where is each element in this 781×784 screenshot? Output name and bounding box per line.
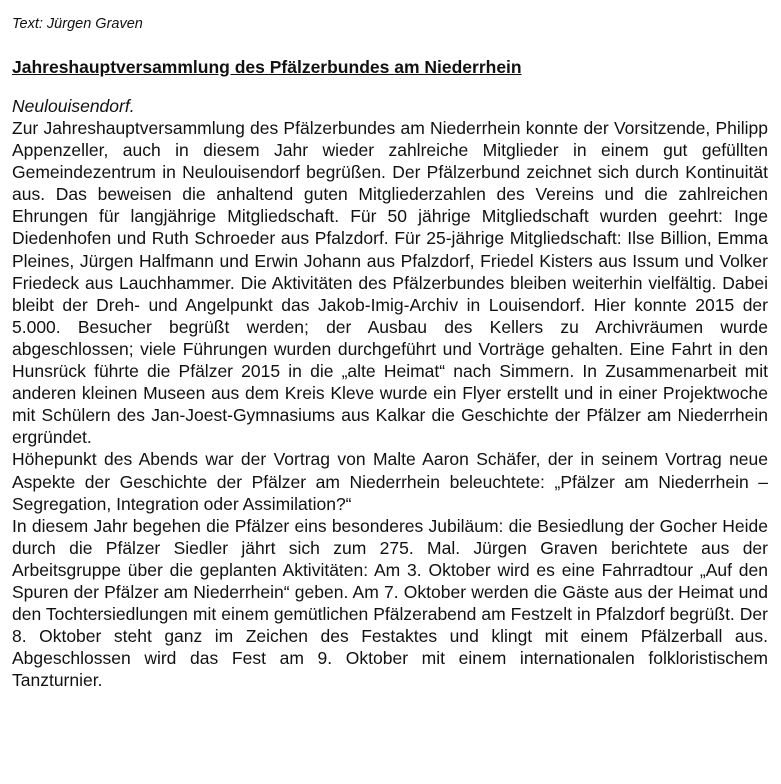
author-byline: Text: Jürgen Graven — [12, 16, 143, 32]
document-page — [12, 14, 768, 691]
paragraph-members-activities: Zur Jahreshauptversammlung des Pfälzerbundes am Niederrhein konnte der Vorsitzende, Philipp Appenzeller, auch in diesem Jahr wieder zahlreiche Mitglieder in einem gut gefüllten Gemeindezentrum in Neulouisendorf begrüßen. Der Pfälzerbund zeichnet sich durch Kontinuität aus. Das beweisen die anhaltend guten Mitgliederzahlen des Vereins und die zahlreichen Ehrungen für langjährige Mitgliedschaft. Für 50 jährige Mitgliedschaft wurden geehrt: Inge Diedenhofen und Ruth Schroeder aus Pfalzdorf. Für 25-jährige Mitgliedschaft: Ilse Billion, Emma Pleines, Jürgen Halfmann und Erwin Johann aus Pfalzdorf, Friedel Kisters aus Issum und Volker Friedeck aus Lauchhammer. Die Aktivitäten des Pfälzerbundes bleiben weiterhin vielfältig. Dabei bleibt der Dreh- und Angelpunkt das Jakob-Imig-Archiv in Louisendorf. Hier konnte 2015 der 5.000. Besucher begrüßt werden; der Ausbau des Kellers zu Archivräumen wurde abgeschlossen; viele Führungen wurden durchgeführt und Vorträge gehalten. Eine Fahrt in den Hunsrück führte die Pfälzer 2015 in die „alte Heimat“ nach Simmern. In Zusammenarbeit mit anderen kleinen Museen aus dem Kreis Kleve wurde ein Flyer erstellt und in einer Projektwoche mit Schülern des Jan-Joest-Gymnasiums aus Kalkar die Geschichte der Pfälzer am Niederrhein ergründet. — [12, 118, 768, 448]
dateline-place: Neulouisendorf. — [12, 96, 135, 116]
article-headline: Jahreshauptversammlung des Pfälzerbundes am Niederrhein — [12, 57, 522, 77]
paragraph-anniversary-plans: In diesem Jahr begehen die Pfälzer eins besonderes Jubiläum: die Besiedlung der Gocher Heide durch die Pfälzer Siedler jährt sich zum 275. Mal. Jürgen Graven berichtete aus der Arbeitsgruppe über die geplanten Aktivitäten: Am 3. Oktober wird es eine Fahrradtour „Auf den Spuren der Pfälzer am Niederrhein“ geben. Am 7. Oktober werden die Gäste aus der Heimat und den Tochtersiedlungen mit einem gemütlichen Pfälzerabend am Festzelt in Pfalzdorf begrüßt. Der 8. Oktober steht ganz im Zeichen des Festaktes und klingt mit einem Pfälzerball aus. Abgeschlossen wird das Fest am 9. Oktober mit einem internationalen folkloristischem Tanzturnier. — [12, 515, 768, 691]
paragraph-lecture-highlight: Höhepunkt des Abends war der Vortrag von Malte Aaron Schäfer, der in seinem Vortrag neue Aspekte der Geschichte der Pfälzer am Niederrhein beleuchtete: „Pfälzer am Niederrhein – Segregation, Integration oder Assimilation?“ — [12, 449, 768, 514]
